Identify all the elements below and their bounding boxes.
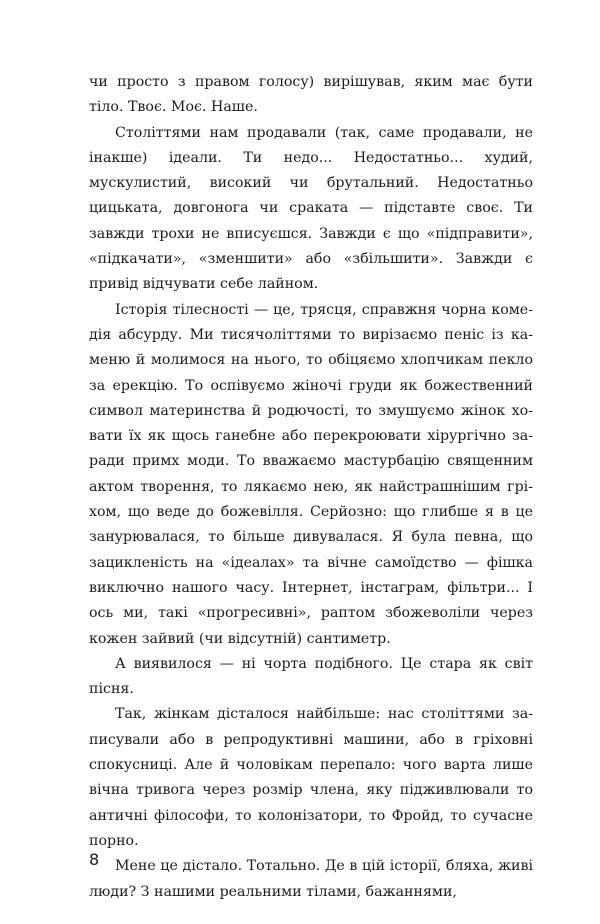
paragraph-continuation: чи просто з правом голосу) вирішував, яким має бути тіло. Твоє. Моє. Наше. [89,74,533,116]
paragraph: Історія тілесності — це, трясця, справжня чорна комедія абсурду. Ми тисячоліттями то вирізаємо пеніс із каменю й молимося на нього, то обіцяємо хлопчикам пекло за ерекцію. То оспівуємо жіночі груди як божественний символ материнства й родючості, то змушуємо жінок ховати їх як щось ганебне або перекроювати хірургічно заради примх моди. То вважаємо мастурбацію священним актом творення, то лякаємо нею, як найстрашнішим гріхом, що веде до божевілля. Серйозно: що глибше я в це занурювалася, то більше дивувалася. Я була певна, що зацикленість на «ідеалах» та вічне самоїдство — фішка виключно нашого часу. Інтернет, інстаграм, фільтри... І ось ми, такі «прогресивні», раптом збожеволіли через кожен зайвий (чи відсутній) сантиметр. [89,301,533,647]
body-text [89,70,533,905]
paragraph: А виявилося — ні чорта подібного. Це стара як світ пісня. [89,655,533,698]
page-number: 8 [89,850,100,869]
paragraph: Століттями нам продавали (так, саме продавали, не інакше) ідеали. Ти недо... Недостатньо... худий, мускулистий, високий чи брутальний. Недостатньо цицьката, довгонога чи сраката — підставте своє. Ти завжди трохи не вписуєшся. Завжди є що «підправити», «підкачати», «зменшити» або «збільшити». Завжди є привід відчувати себе лайном. [89,124,533,293]
paragraph: Так, жінкам дісталося найбільше: нас століттями записували або в репродуктивні машини, або в гріховні спокусниці. Але й чоловікам перепало: чого варта лише вічна тривога через розмір члена, яку підживлювали то античні філософи, то колонізатори, то Фройд, то сучасне порно. [89,706,533,849]
paragraph: Мене це дістало. Тотально. Де в цій історії, бляха, живі люди? З нашими реальними тілами, бажаннями, [89,858,533,900]
